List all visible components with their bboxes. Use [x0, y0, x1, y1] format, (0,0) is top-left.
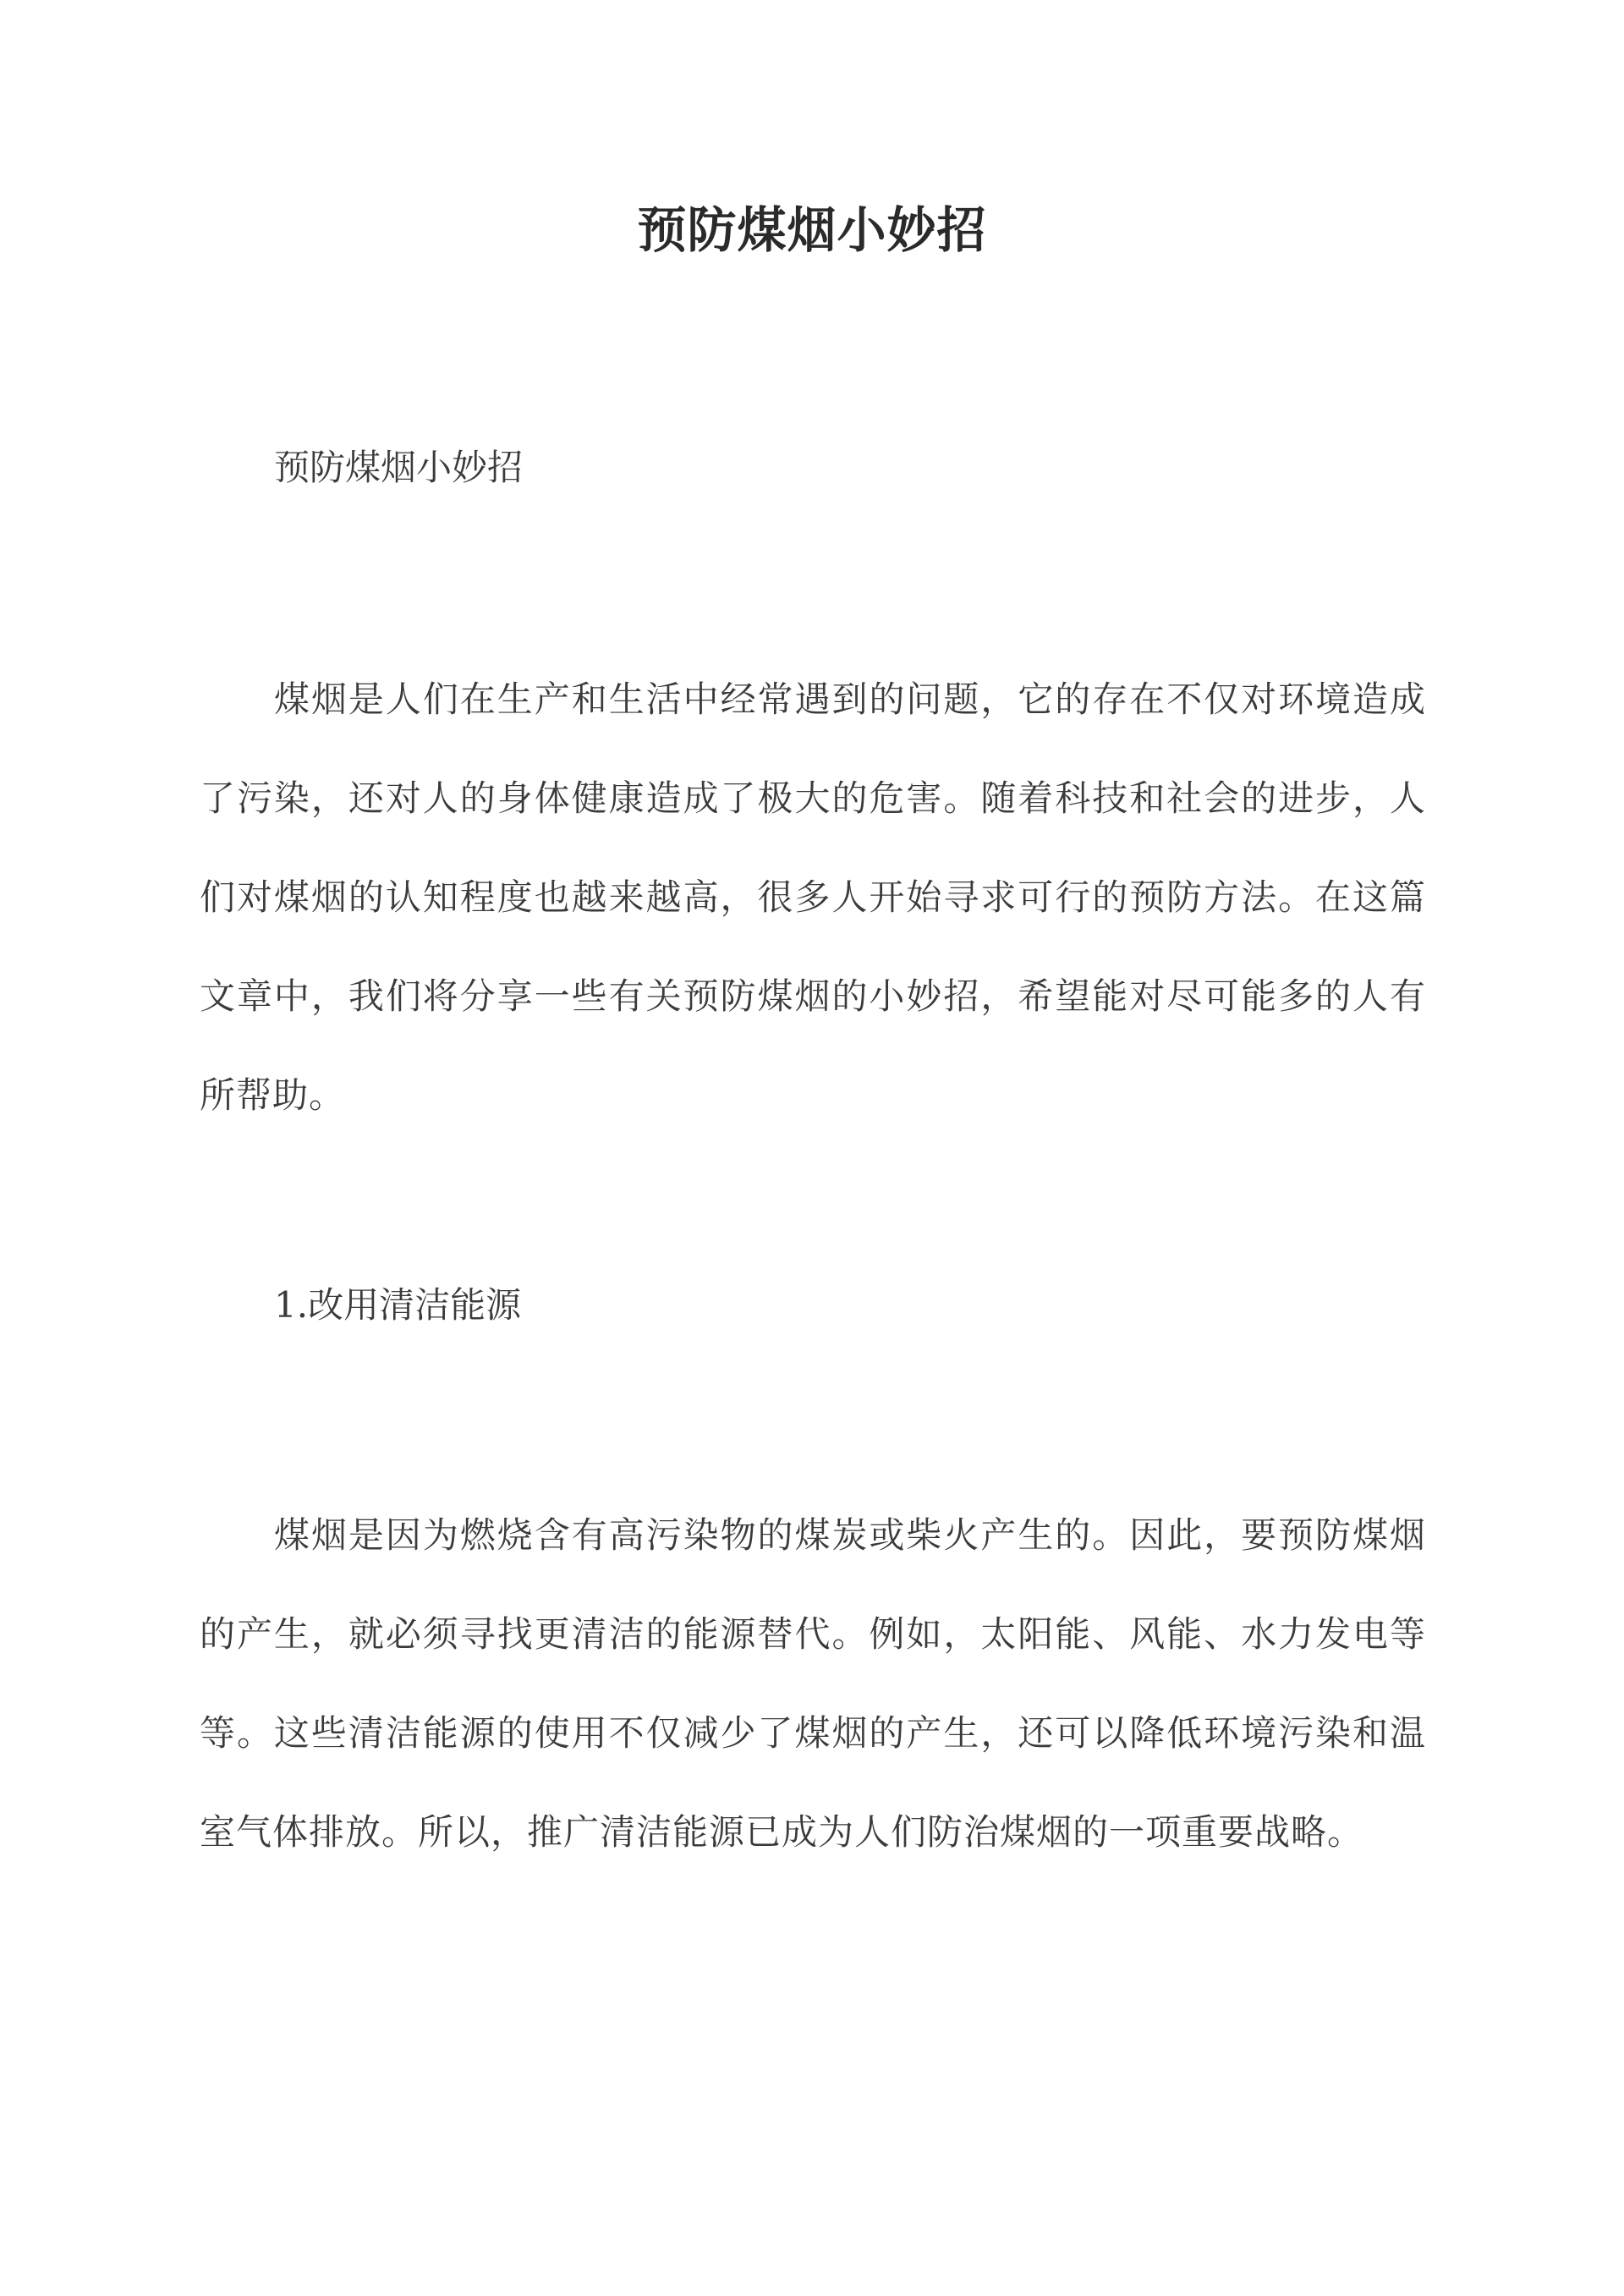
document-title: 预防煤烟小妙招 — [637, 201, 987, 259]
intro-paragraph: 煤烟是人们在生产和生活中经常遇到的问题，它的存在不仅对环境造成了污染，还对人的身体健康造成了极大的危害。随着科技和社会的进步，人们对煤烟的认知程度也越来越高，很多人开始寻求可行的预防方法。在这篇文章中，我们将分享一些有关预防煤烟的小妙招，希望能对尽可能多的人有所帮助。 — [200, 678, 1426, 1116]
clean-energy-paragraph: 煤烟是因为燃烧含有高污染物的煤炭或柴火产生的。因此，要预防煤烟的产生，就必须寻找更清洁的能源替代。例如，太阳能、风能、水力发电等等。这些清洁能源的使用不仅减少了煤烟的产生，还可以降低环境污染和温室气体排放。所以，推广清洁能源已成为人们防治煤烟的一项重要战略。 — [200, 1514, 1426, 1853]
document-subtitle: 预防煤烟小妙招 — [274, 447, 524, 488]
section-heading-clean-energy: 1.改用清洁能源 — [274, 1284, 522, 1326]
